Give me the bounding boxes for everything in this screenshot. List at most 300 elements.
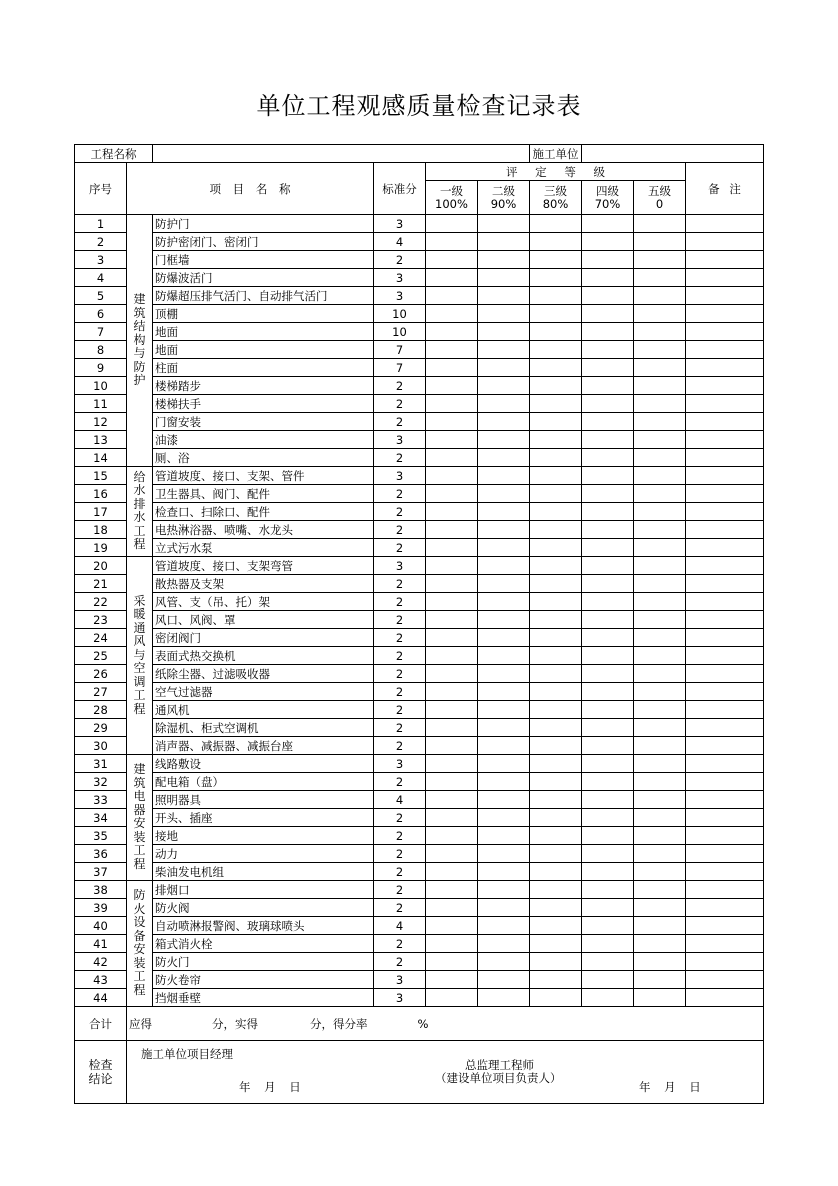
item-name: 油漆	[153, 431, 374, 449]
rating-cell-level-1[interactable]	[426, 701, 478, 719]
rating-cell-level-2[interactable]	[478, 683, 530, 701]
remark-cell[interactable]	[686, 737, 764, 755]
table-row	[75, 341, 764, 359]
remark-cell[interactable]	[686, 611, 764, 629]
rating-cell-level-1[interactable]	[426, 485, 478, 503]
rating-cell-level-3[interactable]	[530, 341, 582, 359]
rating-cell-level-5[interactable]	[634, 845, 686, 863]
rating-cell-level-1[interactable]	[426, 503, 478, 521]
rating-cell-level-3[interactable]	[530, 719, 582, 737]
rating-cell-level-3[interactable]	[530, 683, 582, 701]
rating-cell-level-2[interactable]	[478, 575, 530, 593]
remark-cell[interactable]	[686, 953, 764, 971]
rating-cell-level-1[interactable]	[426, 557, 478, 575]
rating-cell-level-1[interactable]	[426, 431, 478, 449]
rating-cell-level-3[interactable]	[530, 809, 582, 827]
rating-cell-level-2[interactable]	[478, 269, 530, 287]
rating-cell-level-5[interactable]	[634, 953, 686, 971]
rating-cell-level-5[interactable]	[634, 413, 686, 431]
rating-cell-level-5[interactable]	[634, 719, 686, 737]
rating-cell-level-1[interactable]	[426, 449, 478, 467]
rating-cell-level-2[interactable]	[478, 881, 530, 899]
remark-cell[interactable]	[686, 503, 764, 521]
remark-cell[interactable]	[686, 755, 764, 773]
rating-cell-level-1[interactable]	[426, 881, 478, 899]
rating-cell-level-4[interactable]	[582, 593, 634, 611]
rating-cell-level-2[interactable]	[478, 233, 530, 251]
rating-cell-level-1[interactable]	[426, 989, 478, 1007]
rating-cell-level-2[interactable]	[478, 773, 530, 791]
rating-cell-level-4[interactable]	[582, 935, 634, 953]
rating-cell-level-1[interactable]	[426, 287, 478, 305]
rating-cell-level-5[interactable]	[634, 737, 686, 755]
remark-cell[interactable]	[686, 359, 764, 377]
rating-cell-level-4[interactable]	[582, 755, 634, 773]
project-name-field[interactable]	[153, 145, 530, 163]
rating-cell-level-4[interactable]	[582, 917, 634, 935]
rating-cell-level-3[interactable]	[530, 863, 582, 881]
rating-cell-level-5[interactable]	[634, 647, 686, 665]
row-number: 36	[75, 845, 127, 863]
rating-cell-level-1[interactable]	[426, 755, 478, 773]
remark-cell[interactable]	[686, 809, 764, 827]
rating-cell-level-2[interactable]	[478, 647, 530, 665]
rating-cell-level-1[interactable]	[426, 395, 478, 413]
rating-cell-level-3[interactable]	[530, 881, 582, 899]
rating-cell-level-4[interactable]	[582, 251, 634, 269]
rating-cell-level-5[interactable]	[634, 215, 686, 233]
rating-cell-level-3[interactable]	[530, 323, 582, 341]
rating-cell-level-2[interactable]	[478, 737, 530, 755]
rating-cell-level-3[interactable]	[530, 971, 582, 989]
remark-cell[interactable]	[686, 341, 764, 359]
rating-cell-level-4[interactable]	[582, 971, 634, 989]
rating-cell-level-3[interactable]	[530, 917, 582, 935]
rating-cell-level-2[interactable]	[478, 755, 530, 773]
rating-cell-level-4[interactable]	[582, 269, 634, 287]
remark-cell[interactable]	[686, 593, 764, 611]
rating-cell-level-1[interactable]	[426, 377, 478, 395]
rating-cell-level-2[interactable]	[478, 809, 530, 827]
remark-cell[interactable]	[686, 881, 764, 899]
rating-cell-level-2[interactable]	[478, 629, 530, 647]
table-row	[75, 971, 764, 989]
rating-cell-level-1[interactable]	[426, 845, 478, 863]
remark-cell[interactable]	[686, 701, 764, 719]
remark-cell[interactable]	[686, 377, 764, 395]
rating-cell-level-4[interactable]	[582, 791, 634, 809]
standard-score: 7	[374, 359, 426, 377]
rating-cell-level-4[interactable]	[582, 557, 634, 575]
item-name: 地面	[153, 323, 374, 341]
rating-cell-level-4[interactable]	[582, 899, 634, 917]
rating-cell-level-3[interactable]	[530, 539, 582, 557]
rating-cell-level-2[interactable]	[478, 935, 530, 953]
rating-cell-level-4[interactable]	[582, 359, 634, 377]
remark-cell[interactable]	[686, 683, 764, 701]
rating-cell-level-3[interactable]	[530, 287, 582, 305]
group-label-text: 建筑结构与防护	[133, 292, 146, 387]
rating-cell-level-3[interactable]	[530, 953, 582, 971]
rating-cell-level-3[interactable]	[530, 827, 582, 845]
rating-cell-level-3[interactable]	[530, 503, 582, 521]
rating-cell-level-3[interactable]	[530, 251, 582, 269]
rating-cell-level-2[interactable]	[478, 467, 530, 485]
rating-cell-level-1[interactable]	[426, 269, 478, 287]
rating-cell-level-4[interactable]	[582, 413, 634, 431]
rating-cell-level-5[interactable]	[634, 611, 686, 629]
rating-cell-level-1[interactable]	[426, 413, 478, 431]
rating-cell-level-2[interactable]	[478, 989, 530, 1007]
item-name: 楼梯扶手	[153, 395, 374, 413]
rating-cell-level-3[interactable]	[530, 629, 582, 647]
remark-cell[interactable]	[686, 971, 764, 989]
rating-cell-level-5[interactable]	[634, 341, 686, 359]
rating-cell-level-1[interactable]	[426, 827, 478, 845]
remark-cell[interactable]	[686, 467, 764, 485]
rating-cell-level-1[interactable]	[426, 323, 478, 341]
rating-cell-level-4[interactable]	[582, 629, 634, 647]
table-row	[75, 323, 764, 341]
remark-cell[interactable]	[686, 233, 764, 251]
rating-cell-level-3[interactable]	[530, 377, 582, 395]
rating-cell-level-4[interactable]	[582, 431, 634, 449]
rating-cell-level-3[interactable]	[530, 611, 582, 629]
rating-cell-level-4[interactable]	[582, 287, 634, 305]
rating-cell-level-5[interactable]	[634, 971, 686, 989]
rating-cell-level-5[interactable]	[634, 791, 686, 809]
rating-cell-level-2[interactable]	[478, 665, 530, 683]
rating-cell-level-2[interactable]	[478, 395, 530, 413]
rating-cell-level-3[interactable]	[530, 737, 582, 755]
remark-cell[interactable]	[686, 935, 764, 953]
rating-cell-level-2[interactable]	[478, 827, 530, 845]
rating-cell-level-5[interactable]	[634, 755, 686, 773]
rating-cell-level-2[interactable]	[478, 593, 530, 611]
rating-cell-level-1[interactable]	[426, 593, 478, 611]
rating-cell-level-4[interactable]	[582, 377, 634, 395]
rating-cell-level-4[interactable]	[582, 863, 634, 881]
rating-cell-level-4[interactable]	[582, 701, 634, 719]
row-number: 26	[75, 665, 127, 683]
rating-cell-level-4[interactable]	[582, 233, 634, 251]
rating-cell-level-5[interactable]	[634, 269, 686, 287]
rating-cell-level-3[interactable]	[530, 431, 582, 449]
rating-cell-level-1[interactable]	[426, 971, 478, 989]
rating-cell-level-2[interactable]	[478, 701, 530, 719]
rating-cell-level-5[interactable]	[634, 773, 686, 791]
remark-cell[interactable]	[686, 287, 764, 305]
rating-cell-level-5[interactable]	[634, 485, 686, 503]
rating-cell-level-5[interactable]	[634, 251, 686, 269]
remark-cell[interactable]	[686, 575, 764, 593]
rating-cell-level-4[interactable]	[582, 665, 634, 683]
rating-cell-level-4[interactable]	[582, 305, 634, 323]
rating-cell-level-5[interactable]	[634, 809, 686, 827]
remark-cell[interactable]	[686, 485, 764, 503]
rating-cell-level-4[interactable]	[582, 647, 634, 665]
rating-cell-level-1[interactable]	[426, 683, 478, 701]
rating-cell-level-5[interactable]	[634, 917, 686, 935]
rating-cell-level-1[interactable]	[426, 305, 478, 323]
rating-cell-level-5[interactable]	[634, 467, 686, 485]
rating-cell-level-3[interactable]	[530, 935, 582, 953]
rating-cell-level-4[interactable]	[582, 683, 634, 701]
item-name: 消声器、减振器、减振台座	[153, 737, 374, 755]
rating-cell-level-5[interactable]	[634, 899, 686, 917]
rating-cell-level-2[interactable]	[478, 431, 530, 449]
rating-cell-level-5[interactable]	[634, 305, 686, 323]
rating-cell-level-5[interactable]	[634, 575, 686, 593]
remark-cell[interactable]	[686, 629, 764, 647]
rating-cell-level-1[interactable]	[426, 521, 478, 539]
rating-cell-level-3[interactable]	[530, 215, 582, 233]
rating-cell-level-5[interactable]	[634, 539, 686, 557]
rating-cell-level-4[interactable]	[582, 989, 634, 1007]
rating-cell-level-5[interactable]	[634, 395, 686, 413]
remark-cell[interactable]	[686, 899, 764, 917]
rating-cell-level-4[interactable]	[582, 341, 634, 359]
rating-cell-level-2[interactable]	[478, 341, 530, 359]
rating-cell-level-1[interactable]	[426, 611, 478, 629]
table-row	[75, 647, 764, 665]
rating-cell-level-1[interactable]	[426, 539, 478, 557]
rating-cell-level-2[interactable]	[478, 503, 530, 521]
rating-cell-level-2[interactable]	[478, 323, 530, 341]
rating-cell-level-5[interactable]	[634, 683, 686, 701]
rating-cell-level-5[interactable]	[634, 827, 686, 845]
rating-cell-level-1[interactable]	[426, 719, 478, 737]
item-name: 柱面	[153, 359, 374, 377]
rating-cell-level-1[interactable]	[426, 773, 478, 791]
construction-unit-label: 施工单位	[530, 145, 582, 163]
rating-cell-level-2[interactable]	[478, 791, 530, 809]
rating-cell-level-5[interactable]	[634, 431, 686, 449]
rating-cell-level-2[interactable]	[478, 521, 530, 539]
construction-unit-field[interactable]	[582, 145, 764, 163]
remark-cell[interactable]	[686, 647, 764, 665]
remark-cell[interactable]	[686, 917, 764, 935]
rating-cell-level-5[interactable]	[634, 359, 686, 377]
rating-cell-level-4[interactable]	[582, 845, 634, 863]
rating-cell-level-1[interactable]	[426, 251, 478, 269]
table-row	[75, 269, 764, 287]
remark-cell[interactable]	[686, 539, 764, 557]
rating-cell-level-1[interactable]	[426, 359, 478, 377]
rating-cell-level-5[interactable]	[634, 449, 686, 467]
rating-cell-level-4[interactable]	[582, 575, 634, 593]
rating-cell-level-5[interactable]	[634, 665, 686, 683]
group-label	[127, 467, 153, 557]
rating-cell-level-4[interactable]	[582, 809, 634, 827]
rating-cell-level-5[interactable]	[634, 233, 686, 251]
rating-cell-level-1[interactable]	[426, 899, 478, 917]
rating-cell-level-2[interactable]	[478, 719, 530, 737]
rating-cell-level-4[interactable]	[582, 827, 634, 845]
rating-cell-level-2[interactable]	[478, 485, 530, 503]
item-name: 地面	[153, 341, 374, 359]
rating-cell-level-2[interactable]	[478, 971, 530, 989]
remark-cell[interactable]	[686, 449, 764, 467]
rating-cell-level-3[interactable]	[530, 557, 582, 575]
item-name: 防爆波活门	[153, 269, 374, 287]
rating-cell-level-2[interactable]	[478, 251, 530, 269]
rating-cell-level-5[interactable]	[634, 629, 686, 647]
rating-cell-level-3[interactable]	[530, 413, 582, 431]
rating-cell-level-1[interactable]	[426, 575, 478, 593]
rating-cell-level-3[interactable]	[530, 575, 582, 593]
remark-cell[interactable]	[686, 557, 764, 575]
rating-cell-level-2[interactable]	[478, 917, 530, 935]
rating-cell-level-4[interactable]	[582, 467, 634, 485]
rating-cell-level-1[interactable]	[426, 935, 478, 953]
rating-cell-level-2[interactable]	[478, 215, 530, 233]
rating-cell-level-3[interactable]	[530, 395, 582, 413]
rating-cell-level-3[interactable]	[530, 521, 582, 539]
row-number: 37	[75, 863, 127, 881]
rating-cell-level-2[interactable]	[478, 413, 530, 431]
rating-cell-level-3[interactable]	[530, 791, 582, 809]
rating-cell-level-4[interactable]	[582, 773, 634, 791]
remark-cell[interactable]	[686, 845, 764, 863]
rating-cell-level-1[interactable]	[426, 791, 478, 809]
rating-cell-level-5[interactable]	[634, 323, 686, 341]
remark-cell[interactable]	[686, 665, 764, 683]
rating-cell-level-1[interactable]	[426, 647, 478, 665]
remark-cell[interactable]	[686, 791, 764, 809]
row-number: 16	[75, 485, 127, 503]
rating-cell-level-1[interactable]	[426, 917, 478, 935]
rating-cell-level-1[interactable]	[426, 215, 478, 233]
rating-cell-level-5[interactable]	[634, 989, 686, 1007]
rating-cell-level-3[interactable]	[530, 305, 582, 323]
rating-cell-level-3[interactable]	[530, 593, 582, 611]
rating-cell-level-2[interactable]	[478, 845, 530, 863]
rating-cell-level-4[interactable]	[582, 611, 634, 629]
remark-cell[interactable]	[686, 269, 764, 287]
rating-cell-level-4[interactable]	[582, 449, 634, 467]
rating-cell-level-5[interactable]	[634, 701, 686, 719]
rating-cell-level-3[interactable]	[530, 665, 582, 683]
remark-cell[interactable]	[686, 521, 764, 539]
remark-cell[interactable]	[686, 215, 764, 233]
standard-score: 3	[374, 287, 426, 305]
rating-cell-level-2[interactable]	[478, 449, 530, 467]
rating-cell-level-3[interactable]	[530, 845, 582, 863]
group-label-text: 防火设备安装工程	[133, 888, 146, 997]
remark-cell[interactable]	[686, 413, 764, 431]
rating-cell-level-3[interactable]	[530, 467, 582, 485]
rating-cell-level-3[interactable]	[530, 773, 582, 791]
rating-cell-level-5[interactable]	[634, 557, 686, 575]
rating-cell-level-5[interactable]	[634, 881, 686, 899]
rating-cell-level-4[interactable]	[582, 953, 634, 971]
rating-cell-level-1[interactable]	[426, 737, 478, 755]
remark-cell[interactable]	[686, 863, 764, 881]
rating-cell-level-2[interactable]	[478, 557, 530, 575]
rating-cell-level-1[interactable]	[426, 233, 478, 251]
item-name: 风管、支（吊、托）架	[153, 593, 374, 611]
rating-cell-level-4[interactable]	[582, 539, 634, 557]
rating-cell-level-3[interactable]	[530, 485, 582, 503]
rating-cell-level-3[interactable]	[530, 989, 582, 1007]
rating-cell-level-4[interactable]	[582, 485, 634, 503]
rating-cell-level-2[interactable]	[478, 611, 530, 629]
rating-cell-level-4[interactable]	[582, 521, 634, 539]
rating-cell-level-2[interactable]	[478, 863, 530, 881]
rating-cell-level-2[interactable]	[478, 359, 530, 377]
rating-cell-level-3[interactable]	[530, 233, 582, 251]
rating-cell-level-4[interactable]	[582, 737, 634, 755]
remark-cell[interactable]	[686, 827, 764, 845]
rating-cell-level-3[interactable]	[530, 269, 582, 287]
rating-cell-level-1[interactable]	[426, 629, 478, 647]
rating-cell-level-4[interactable]	[582, 719, 634, 737]
rating-cell-level-5[interactable]	[634, 287, 686, 305]
remark-cell[interactable]	[686, 251, 764, 269]
rating-cell-level-4[interactable]	[582, 881, 634, 899]
rating-cell-level-1[interactable]	[426, 665, 478, 683]
rating-cell-level-3[interactable]	[530, 647, 582, 665]
rating-cell-level-2[interactable]	[478, 287, 530, 305]
remark-cell[interactable]	[686, 305, 764, 323]
row-number: 38	[75, 881, 127, 899]
remark-cell[interactable]	[686, 431, 764, 449]
rating-cell-level-1[interactable]	[426, 809, 478, 827]
rating-cell-level-5[interactable]	[634, 377, 686, 395]
rating-cell-level-4[interactable]	[582, 395, 634, 413]
rating-cell-level-5[interactable]	[634, 593, 686, 611]
project-manager-label: 施工单位项目经理	[141, 1047, 233, 1061]
rating-cell-level-5[interactable]	[634, 935, 686, 953]
column-header-row-1	[75, 163, 764, 181]
rating-cell-level-2[interactable]	[478, 539, 530, 557]
rating-cell-level-1[interactable]	[426, 953, 478, 971]
rating-cell-level-5[interactable]	[634, 863, 686, 881]
rating-cell-level-5[interactable]	[634, 503, 686, 521]
rating-cell-level-4[interactable]	[582, 323, 634, 341]
item-name: 密闭阀门	[153, 629, 374, 647]
table-row	[75, 539, 764, 557]
table-row	[75, 881, 764, 899]
remark-cell[interactable]	[686, 395, 764, 413]
item-name: 顶棚	[153, 305, 374, 323]
rating-cell-level-3[interactable]	[530, 755, 582, 773]
rating-cell-level-1[interactable]	[426, 341, 478, 359]
remark-cell[interactable]	[686, 323, 764, 341]
group-label-text: 采暖通风与空调工程	[133, 593, 146, 716]
remark-cell[interactable]	[686, 719, 764, 737]
table-row	[75, 953, 764, 971]
rating-cell-level-1[interactable]	[426, 863, 478, 881]
rating-cell-level-4[interactable]	[582, 215, 634, 233]
rating-cell-level-4[interactable]	[582, 503, 634, 521]
rating-cell-level-2[interactable]	[478, 899, 530, 917]
remark-cell[interactable]	[686, 989, 764, 1007]
rating-cell-level-2[interactable]	[478, 377, 530, 395]
group-label	[127, 215, 153, 467]
rating-cell-level-3[interactable]	[530, 701, 582, 719]
table-row	[75, 233, 764, 251]
rating-cell-level-3[interactable]	[530, 449, 582, 467]
rating-cell-level-1[interactable]	[426, 467, 478, 485]
rating-cell-level-2[interactable]	[478, 305, 530, 323]
rating-cell-level-3[interactable]	[530, 359, 582, 377]
rating-cell-level-2[interactable]	[478, 953, 530, 971]
remark-cell[interactable]	[686, 773, 764, 791]
rating-cell-level-3[interactable]	[530, 899, 582, 917]
rating-cell-level-5[interactable]	[634, 521, 686, 539]
